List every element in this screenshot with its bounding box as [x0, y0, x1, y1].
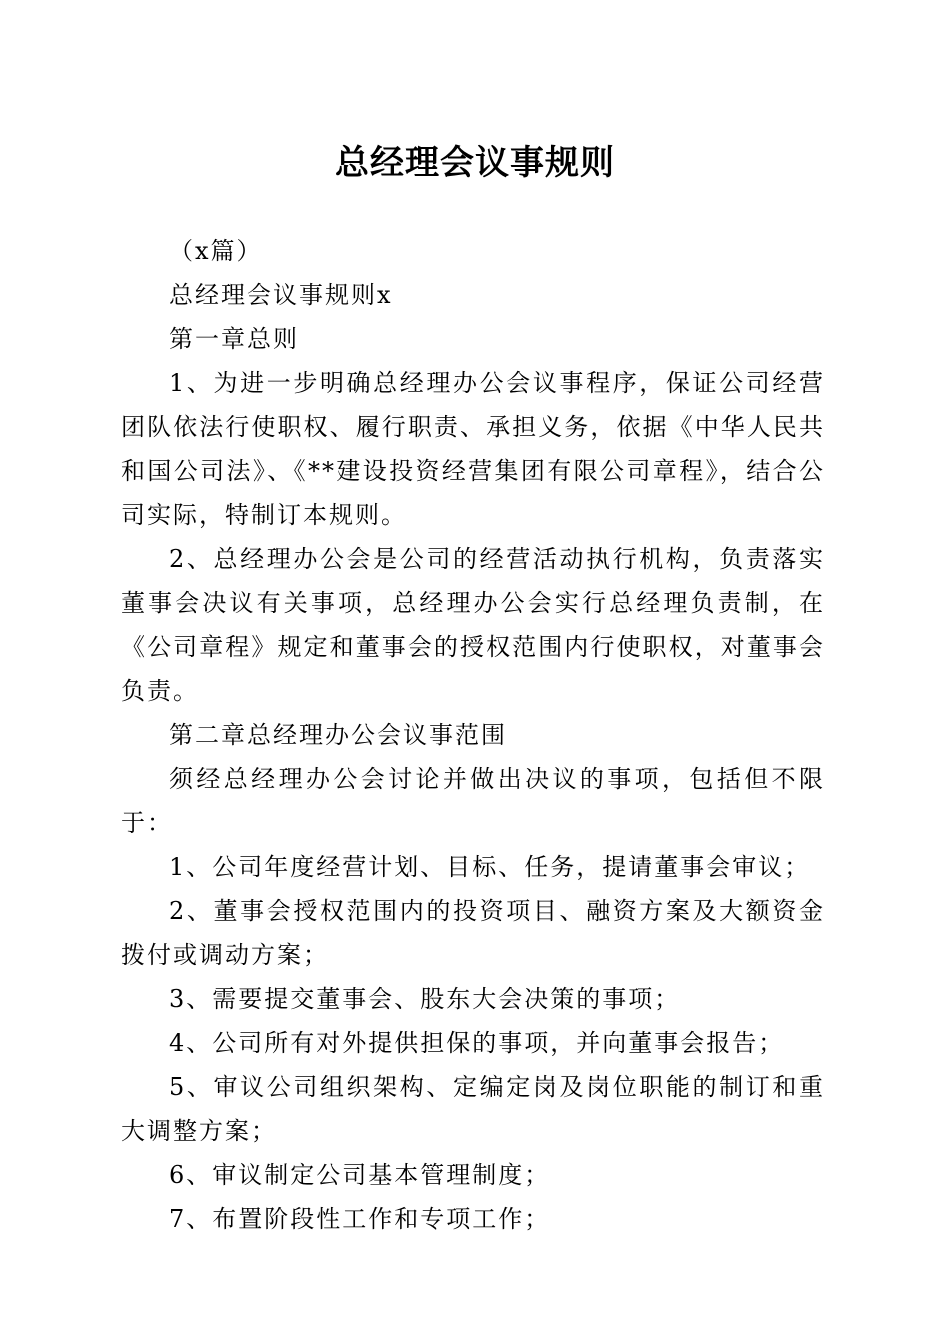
list-item-7: 7、布置阶段性工作和专项工作；	[169, 1205, 551, 1233]
list-item-2: 2、董事会授权范围内的投资项目、融资方案及大额资金拨付或调动方案；	[121, 897, 825, 969]
document-body	[121, 229, 825, 1241]
list-item-5: 5、审议公司组织架构、定编定岗及岗位职能的制订和重大调整方案；	[121, 1073, 825, 1145]
document-subtitle: 总经理会议事规则x	[169, 281, 393, 309]
list-item-6: 6、审议制定公司基本管理制度；	[169, 1161, 551, 1189]
list-item-4: 4、公司所有对外提供担保的事项，并向董事会报告；	[169, 1029, 785, 1057]
chapter-heading-1: 第一章总则	[169, 325, 299, 353]
paragraph-intro: 须经总经理办公会讨论并做出决议的事项，包括但不限于：	[121, 765, 825, 837]
paragraph-2: 2、总经理办公会是公司的经营活动执行机构，负责落实董事会决议有关事项，总经理办公会实行总经理负责制，在《公司章程》规定和董事会的授权范围内行使职权，对董事会负责。	[121, 545, 825, 705]
chapter-heading-2: 第二章总经理办公会议事范围	[169, 721, 507, 749]
subtitle-note: （x篇）	[169, 237, 263, 265]
paragraph-1: 1、为进一步明确总经理办公会议事程序，保证公司经营团队依法行使职权、履行职责、承担义务，依据《中华人民共和国公司法》、《**建设投资经营集团有限公司章程》，结合公司实际，特制订本规则。	[121, 369, 825, 529]
list-item-1: 1、公司年度经营计划、目标、任务，提请董事会审议；	[169, 853, 811, 881]
list-item-3: 3、需要提交董事会、股东大会决策的事项；	[169, 985, 681, 1013]
document-title: 总经理会议事规则	[335, 143, 615, 183]
